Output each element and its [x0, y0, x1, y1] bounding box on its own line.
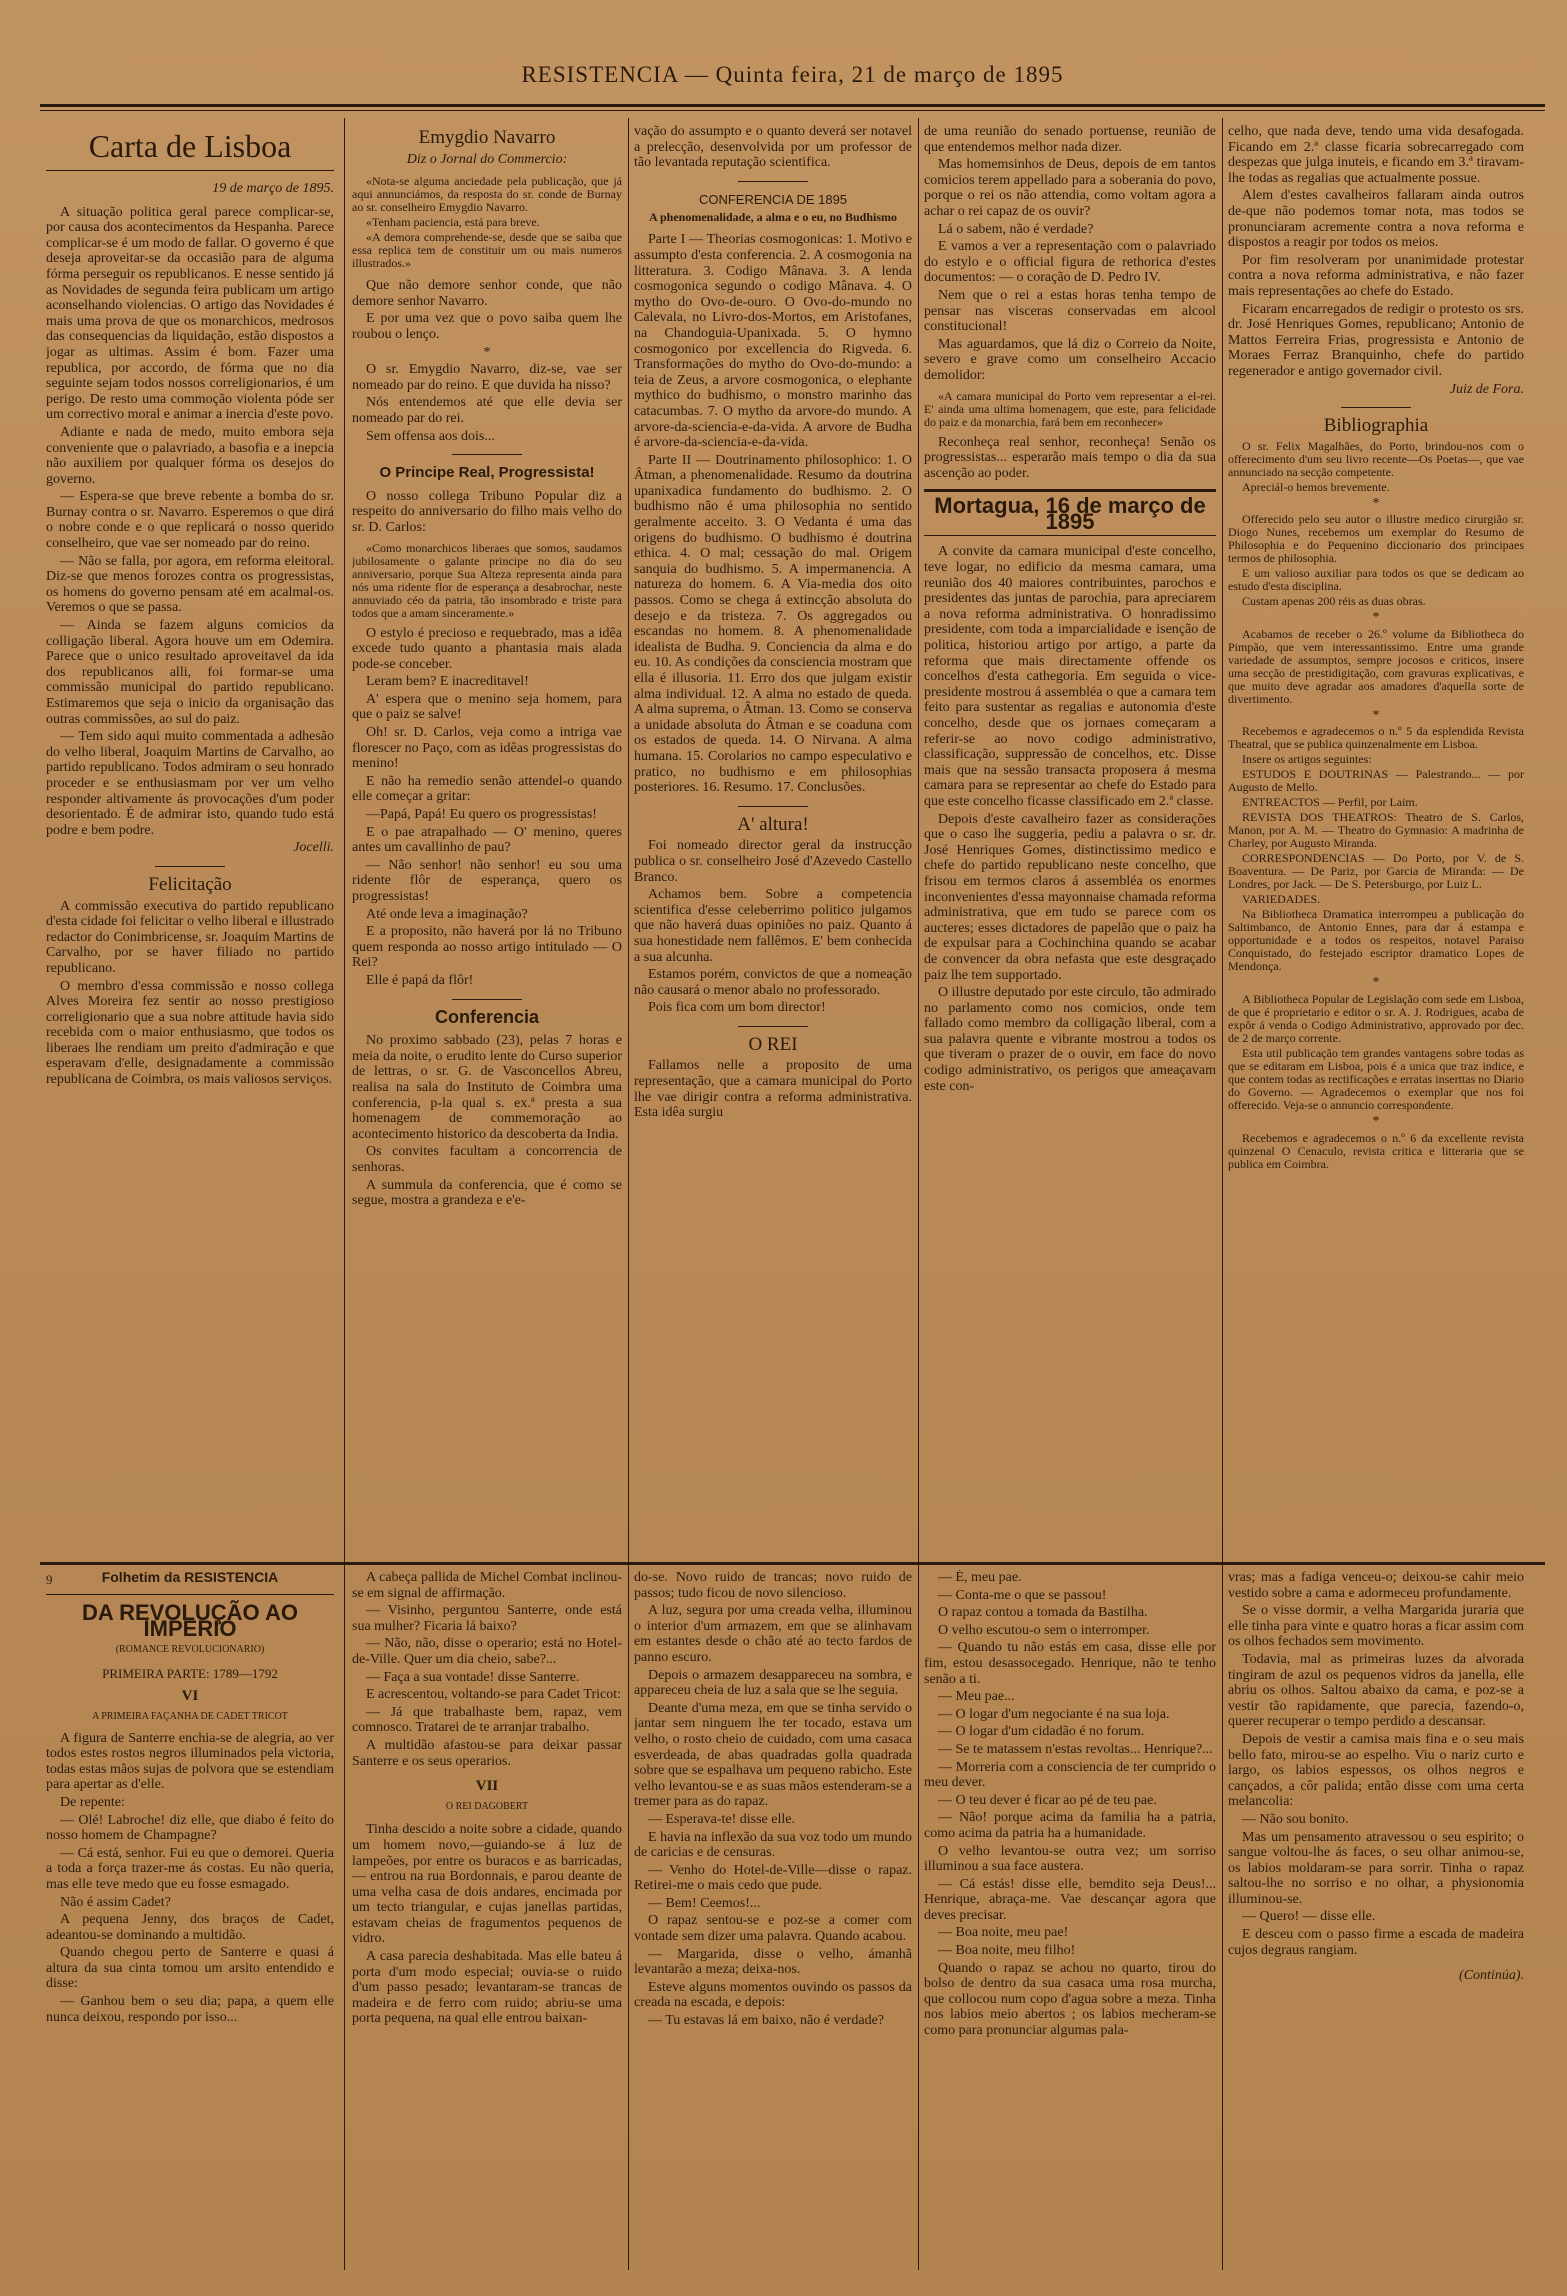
paragraph: — Faça a sua vontade! disse Santerre. [366, 1669, 580, 1685]
column-3 [634, 124, 912, 1560]
feuilleton-column-1 [46, 1570, 334, 2270]
paragraph: Até onde leva a imaginação? [366, 906, 528, 922]
title-rule [46, 170, 334, 171]
signature: Juiz de Fora. [1449, 381, 1524, 397]
paragraph: — Ainda se fazem alguns comicios da colligação liberal. Agora houve um em Odemira. Parece que o unico resultado aproveitavel da ida dos republicanos alli, foi formar-se uma commissão municipal do partido republicano. Estimaremos que seja o inicio da organisação das outras commissões, ao sul do paiz. [46, 618, 334, 727]
paragraph: vação do assumpto e o quanto deverá ser notavel a prelecção, desenvolvida por um professor de tão levantada reputação scientifica. [634, 124, 912, 171]
biblio-item: O sr. Felix Magalhães, do Porto, brindou-nos com o offerecimento d'um seu livro recente—Os Poetas—, que vae annunciado na secção competente. [1228, 438, 1524, 479]
paragraph: — Quero! — disse elle. [1242, 1909, 1376, 1925]
paragraph: Os convites facultam a concorrencia de senhoras. [352, 1144, 622, 1175]
paragraph: Sem offensa aos dois... [366, 428, 495, 444]
paragraph: — Venho do Hotel-de-Ville—disse o rapaz. Retirei-me o mais cedo que pude. [634, 1862, 912, 1894]
paragraph: — Morreria com a consciencia de ter cumprido o meu dever. [924, 1759, 1216, 1791]
paragraph: de uma reunião do senado portuense, reunião de que entendemos melhor nada dizer. [924, 124, 1216, 155]
paragraph: Esteve alguns momentos ouvindo os passos da creada na escada, e depois: [634, 1979, 912, 2011]
biblio-item: Insere os artigos seguintes: [1242, 752, 1372, 767]
paragraph: — Espera-se que breve rebente a bomba do sr. Burnay contra o sr. Navarro. Esperemos o que dirá o nobre conde e o que replicará o nosso querido conselheiro, que vae ser nomeado par do reino. [46, 489, 334, 552]
paragraph: — Conta-me o que se passou! [938, 1587, 1107, 1603]
paragraph: — Boa noite, meu filho! [938, 1943, 1076, 1959]
signature: Jocelli. [293, 840, 334, 856]
separator [155, 866, 225, 867]
paragraph: — Meu pae... [938, 1689, 1015, 1705]
paragraph: — Não sou bonito. [1242, 1811, 1349, 1827]
biblio-item: VARIEDADES. [1242, 892, 1321, 907]
feuilleton-column-5 [1228, 1570, 1524, 2270]
article-intro: Diz o Jornal do Commercio: [406, 151, 568, 167]
paragraph: Quando chegou perto de Santerre e quasi á altura da sua cinta tomou um arsito entendido e disse: [46, 1945, 334, 1992]
paragraph: Parte II — Doutrinamento philosophico: 1. O Âtman, a phenomenalidade. Resumo da doutrina upanixadica fundamento do budhismo. 2. O budhismo não é uma philosophia no sentido geralmente acceito. 3. O Vedanta é uma das origens do budhismo. O budhismo é doutrina ethica. 4. O mal; cessação do mal. Origem sanquia do budhismo. 5. A impermanencia. A natureza do homem. 6. A Via-media dos oito passos. Como se chega á extincção absoluta do desejo e da tristeza. 7. Os aggregados ou escandas no homem. 8. A phenomenalidade idealista de Budha. 9. Conciencia da alma e do eu. 10. As condições da consciencia mostram que ella é illusoria. 11. Erro dos que julgam existir alma individual. 12. A alma no estado de queda. A alma suprema, o Âtman. 13. Como se conserva a unidade absoluta do Âtman e se coaduna com os estados de queda. 14. O Nirvana. A alma humana. 15. Corolarios no campo especulativo e pratico, no budhismo e em philosophias posteriores. 16. Resumo. 17. Conclusões. [634, 452, 912, 796]
paragraph: O velho levantou-se outra vez; um sorriso illuminou a sua face austera. [924, 1843, 1216, 1875]
feuilleton-part: PRIMEIRA PARTE: 1789—1792 [102, 1665, 278, 1681]
column-2 [352, 124, 622, 1560]
biblio-item: ENTREACTOS — Perfil, por Laim. [1242, 795, 1418, 810]
section-rule [924, 535, 1216, 536]
chapter-number: VI [181, 1688, 199, 1705]
paragraph: Quando o rapaz se achou no quarto, tirou do bolso de dentro da sua casaca uma rosa murcha, que collocou num copo d'agua sobre a meza. Tinha nos labios meio abertos ; os labios mecheram-se como para pronunciar algumas pala- [924, 1960, 1216, 2039]
column-rule [918, 118, 919, 1578]
paragraph: — Não, não, disse o operario; está no Hotel-de-Ville. Quer um dia cheio, sabe?... [352, 1636, 622, 1667]
column-rule [344, 1570, 345, 2270]
separator-star: * [1372, 610, 1380, 626]
paragraph: E por uma vez que o povo saiba quem lhe roubou o lenço. [352, 311, 622, 342]
paragraph: — Tu estavas lá em baixo, não é verdade? [648, 2013, 884, 2029]
column-1 [46, 120, 334, 1560]
article-title: O REI [748, 1033, 798, 1055]
paragraph: — É, meu pae. [938, 1570, 1022, 1585]
chapter-title: A PRIMEIRA FAÇANHA DE CADET TRICOT [92, 1710, 288, 1722]
paragraph: E o pae atrapalhado — O' menino, queres antes um cavallinho de pau? [352, 824, 622, 856]
biblio-item: Na Bibliotheca Dramatica interrompeu a publicação do Saltimbanco, de Antonio Ennes, para dar á estampa e opportunidade e a todos os respeitos, notavel Paraiso Conquistado, do festejado escriptor dramatico Lopes de Mendonça. [1228, 907, 1524, 974]
paragraph: A cabeça pallida de Michel Combat inclinou-se em signal de affirmação. [352, 1570, 622, 1601]
feuilleton-title: DA REVOLUÇÃO AO IMPERIO [82, 1600, 298, 1641]
paragraph: E desceu com o passo firme a escada de madeira cujos degraus rangiam. [1228, 1927, 1524, 1958]
paragraph: Nem que o rei a estas horas tenha tempo de pensar nas visceras conservadas em alcool constitucional! [924, 287, 1216, 335]
paragraph: Oh! sr. D. Carlos, veja como a intriga vae florescer no Paço, com as idêas progressistas do menino! [352, 725, 622, 772]
column-5 [1228, 124, 1524, 1560]
column-rule [628, 1570, 629, 2270]
biblio-item: Recebemos e agradecemos o n.º 5 da esplendida Revista Theatral, que se publica quinzenalmente em Lisboa. [1228, 724, 1524, 752]
separator [738, 1026, 808, 1027]
column-rule [918, 1570, 919, 2270]
separator-star: * [1372, 975, 1380, 991]
paragraph: O velho escutou-o sem o interromper. [938, 1622, 1150, 1638]
article-title: Emygdio Navarro [418, 127, 556, 148]
separator [738, 181, 808, 182]
paragraph: — Visinho, perguntou Santerre, onde está sua mulher? Ficaria lá baixo? [352, 1603, 622, 1634]
paragraph: Foi nomeado director geral da instrucção publica o sr. conselheiro José d'Azevedo Castello Branco. [634, 838, 912, 885]
quote: «Tenham paciencia, está para breve. [366, 215, 540, 230]
article-title: Carta de Lisboa [88, 128, 292, 164]
paragraph: Parte I — Theorias cosmogonicas: 1. Motivo e assumpto d'esta conferencia. 2. A cosmogonia na litteratura. 3. Codigo Mânava. 3. A lenda cosmogonica segundo o codigo Mânava. 4. O mytho do Ovo-de-ouro. O Ovo-do-mundo no Calevala, no Livro-dos-Mortos, em Aristofanes, na Chandoguia-Upanixada. 5. O hymno cosmogonico por excellencia do Rigveda. 6. Transformações do mytho do Ovo-do-mundo: a teia de Zeus, a arvore cosmogonica, o elephante mythico do budhismo, o monstro marinho das catacumbas. 7. O mytho da arvore-do mundo. A arvore-da-sciencia-e-da-vida. A arvore de Budha é arvore-da-sciencia-e-da-vida. [634, 232, 912, 451]
article-date: 19 de março de 1895. [212, 181, 334, 196]
feuilleton-label-rule [46, 1594, 334, 1595]
paragraph: Alem d'estes cavalheiros fallaram ainda outros de-que não podemos tomar nota, mas todos se pronunciaram acremente contra a nova reforma e dispostos a reagir por todos os meios. [1228, 188, 1524, 251]
paragraph: O rapaz contou a tomada da Bastilha. [938, 1605, 1148, 1621]
section-rule [924, 489, 1216, 492]
paragraph: do-se. Novo ruido de trancas; novo ruido de passos; tudo ficou de novo silencioso. [634, 1570, 912, 1601]
biblio-item: CORRESPONDENCIAS — Do Porto, por V. de S. Boaventura. — De Pariz, por Garcia de Miranda: — De Londres, por Jack. — De S. Petersburgo, por Luiz L. [1228, 851, 1524, 892]
paragraph: — Cá estás! disse elle, bemdito seja Deus!... Henrique, abraça-me. Vae descançar agora que deves precisar. [924, 1876, 1216, 1923]
paragraph: celho, que nada deve, tendo uma vida desafogada. Ficando em 2.ª classe ficaria sobrecarregado com despezas que julga inuteis, e ficando em 3.ª tiravam-lhe todas as regalias que actualmente possue. [1228, 124, 1524, 186]
paragraph: — Tem sido aqui muito commentada a adhesão do velho liberal, Joaquim Martins de Carvalho, ao partido republicano. Todos admiram o seu honrado proceder e se enthusiasmam por ver um velho responder altivamente ás provocações d'um poder desorientado. É de admirar isto, quando tudo está podre e bem podre. [46, 729, 334, 838]
paragraph: Por fim resolveram por unanimidade protestar contra a nova reforma administrativa, e não fazer mais representações ao chefe do Estado. [1228, 252, 1524, 299]
column-4 [924, 124, 1216, 1560]
paragraph: A multidão afastou-se para deixar passar Santerre e os seus operarios. [352, 1737, 622, 1769]
article-title: Conferencia [434, 1006, 540, 1027]
quote: «Nota-se alguma anciedade pela publicação, que já aqui annunciámos, da resposta do sr. conde de Burnay ao sr. conselheiro Emygdio Navarro. [352, 174, 622, 215]
feuilleton-column-3 [634, 1570, 912, 2270]
paragraph: A convite da camara municipal d'este concelho, teve logar, no edificio da mesma camara, uma reunião dos 40 maiores contribuintes, parochos e presidentes das juntas de parochia, para apreciarem a nova reforma administrativa. O honradissimo presidente, com toda a imparcialidade e isenção de politica, historiou artigo por artigo, a parte da reforma que mais directamente offende os concelhos d'esta cathegoria. Em seguida o vice-presidente mostrou á assembléa o que a camara tem feito para sustentar as regalias e autonomia d'este concelho, desde que os jornaes começaram a referir-se ao novo codigo administrativo, classificação, suppressão de concelhos, etc. Disse mais que na sessão transacta proposera á mesma camara para se representar ao chefe do Estado para que este concelho ficasse classificado em 2.ª classe. [924, 544, 1216, 809]
paragraph: O rapaz sentou-se e poz-se a comer com vontade sem dizer uma palavra. Quando acabou. [634, 1913, 912, 1945]
paragraph: Mas homemsinhos de Deus, depois de em tantos comicios terem appellado para a soberania do povo, porque o rei os não attendia, como voltam agora a achar o rei capaz de os ouvir? [924, 157, 1216, 219]
chapter-number: VII [475, 1778, 499, 1795]
biblio-item: A Bibliotheca Popular de Legislação com sede em Lisboa, de que é proprietario e editor o sr. A. J. Rodrigues, acaba de expôr á venda o Codigo Administrativo, approvado por dec. de 2 de março corrente. [1228, 992, 1524, 1046]
separator-star: * [1372, 495, 1380, 511]
paragraph: Estamos porém, convictos de que a nomeação não causará o menor abalo no professorado. [634, 967, 912, 998]
paragraph: Pois fica com um bom director! [648, 1000, 826, 1016]
paragraph: — O logar d'um cidadão é no forum. [938, 1724, 1145, 1740]
paragraph: — Boa noite, meu pae! [938, 1925, 1069, 1941]
article-title: O Principe Real, Progressista! [379, 464, 595, 482]
paragraph: vras; mas a fadiga venceu-o; deixou-se cahir meio vestido sobre a cama e adormeceu profundamente. [1228, 1570, 1524, 1601]
paragraph: Lá o sabem, não é verdade? [938, 221, 1094, 237]
biblio-item: Custam apenas 200 réis as duas obras. [1242, 594, 1426, 609]
paragraph: A summula da conferencia, que é como se segue, mostra a grandeza e e'e- [352, 1177, 622, 1209]
separator-star: * [1372, 707, 1380, 723]
paragraph: E havia na inflexão da sua voz todo um mundo de caricias e de censuras. [634, 1829, 912, 1861]
paragraph: — Olé! Labroche! diz elle, que diabo é feito do nosso homem de Champagne? [46, 1812, 334, 1844]
paragraph: — O teu dever é ficar ao pé de teu pae. [938, 1792, 1157, 1808]
paragraph: Fallamos nelle a proposito de uma representação, que a camara municipal do Porto lhe vae dirigir contra a reforma administrativa. Esta idêa surgiu [634, 1058, 912, 1121]
paragraph: Depois d'este cavalheiro fazer as considerações que o caso lhe suggeria, pediu a palavra o sr. dr. José Henriques Gomes, distinctissimo medico e chefe do partido republicano neste concelho, que frisou em termos claros á assembléa os enormes inconvenientes d'essa mayonnaise chamada reforma administrativa, que em tudo se parece com os aucteres; esses dictadores de papelão que o paiz ha de expulsar para a Cochinchina quando se acabar de convencer da obra nefasta que este desgraçado paiz lhe tem supportado. [924, 811, 1216, 983]
paragraph: Depois o armazem desappareceu na sombra, e appareceu cheia de luz a sala que se lhe seguia. [634, 1667, 912, 1699]
separator [452, 999, 522, 1000]
section-title: CONFERENCIA DE 1895 [698, 191, 848, 207]
paragraph: No proximo sabbado (23), pelas 7 horas e meia da noite, o erudito lente do Curso superior de lettras, o sr. G. de Vasconcellos Abreu, realisa na sala do Instituto de Coimbra uma conferencia, p-la qual s. ex.ª presta a sua homenagem de commemoração ao acontecimento historico da descoberta da India. [352, 1033, 622, 1142]
separator [452, 454, 522, 455]
paragraph: — Bem! Ceemos!... [648, 1895, 761, 1911]
separator-star: * [1372, 1114, 1380, 1130]
paragraph: Adiante e nada de medo, muito embora seja conveniente que o palavriado, a basofia e a inepcia não auxiliem por qualquer fórma os desejos do governo. [46, 424, 334, 487]
paragraph: Não é assim Cadet? [60, 1894, 171, 1910]
paragraph: Nós entendemos até que elle devia ser nomeado par do rei. [352, 395, 622, 426]
masthead-rule-thin [40, 110, 1545, 111]
article-title: Bibliographia [1323, 415, 1429, 437]
left-edge-marks [4, 0, 20, 2296]
paragraph: A pequena Jenny, dos braços de Cadet, adeantou-se dominando a multidão. [46, 1912, 334, 1943]
column-rule [628, 118, 629, 1578]
paragraph: Todavia, mal as primeiras luzes da alvorada tingiram de azul os pequenos vidros da janella, elle abriu os olhos. Saltou abaixo da cama, e poz-se a vestir tão rapidamente, que parecia, fazendo-o, querer recuperar o tempo perdido a descansar. [1228, 1651, 1524, 1730]
feuilleton-subtitle: (ROMANCE REVOLUCIONARIO) [115, 1644, 265, 1656]
chapter-title: O REI DAGOBERT [445, 1800, 529, 1812]
masthead-rule [40, 104, 1545, 107]
paragraph: E vamos a ver a representação com o palavriado do estylo e o official figura de rethorica d'estes documentos: — o coração de D. Pedro IV. [924, 239, 1216, 286]
paragraph: O estylo é precioso e requebrado, mas a idêa excede tudo quanto a phantasia mais alada pode-se conceber. [352, 625, 622, 672]
paragraph: De repente: [60, 1794, 125, 1810]
biblio-item: REVISTA DOS THEATROS: Theatro de S. Carlos, Manon, por A. M. — Theatro do Gymnasio: A madrinha de Charley, por Augusto Miranda. [1228, 810, 1524, 851]
section-subtitle: A phenomenalidade, a alma e o eu, no Budhismo [648, 210, 898, 225]
quote: «A demora comprehende-se, desde que se saiba que essa replica tem de constituir um ou mais numeros illustrados.» [352, 230, 622, 271]
paragraph: Mas aguardamos, que lá diz o Correio da Noite, severo e grave como um conselheiro Accacio demolidor: [924, 336, 1216, 383]
biblio-item: E um valioso auxiliar para todos os que se dedicam ao estudo d'esta disciplina. [1228, 566, 1524, 594]
paragraph: Mas um pensamento atravessou o seu espirito; o sangue voltou-lhe ás faces, o seu olhar animou-se, os labios moldaram-se para sorrir. Tinha o rapaz saltou-lhe no sorriso e no olhar, a physionomia illuminou-se. [1228, 1829, 1524, 1907]
paragraph: Leram bem? E inacreditavel! [366, 674, 529, 690]
separator [1341, 407, 1411, 408]
paragraph: A casa parecia deshabitada. Mas elle bateu á porta d'um modo especial; ouvia-se o ruido d'um passo pesado; levantaram-se trancas de madeira e de ferro com ruido; abriu-se uma porta pequena, na qual elle entrou baixan- [352, 1949, 622, 2027]
paragraph: Que não demore senhor conde, que não demore senhor Navarro. [352, 278, 622, 309]
biblio-item: Esta util publicação tem grandes vantagens sobre todas as que se editaram em Lisboa, pois é a unica que traz indice, e que contem todas as rectificações e erratas inserttas no Diario do Governo. — Agradecemos o exemplar que nos foi offerecido. Veja-se o annuncio correspondente. [1228, 1046, 1524, 1113]
paragraph: Se o visse dormir, a velha Margarida juraria que elle tinha para vinte e quatro horas a ficar assim com os olhos fechados sem movimento. [1228, 1603, 1524, 1650]
paragraph: — Não! porque acima da familia ha a patria, como acima da patria ha a humanidade. [924, 1810, 1216, 1841]
paragraph: A situação politica geral parece complicar-se, por causa dos acontecimentos da Hespanha. Parece complicar-se é um modo de fallar. O governo é que deseja aproveitar-se da occasião para de alguma fórma perseguir os republicanos. E nesse sentido já as Novidades de segunda feira publicam um artigo aconselhando violencias. O artigo das Novidades é mais uma prova de que os monarchicos, medrosos das consequencias da liquidação, estão dispostos a jogar as ultimas. Assim é bom. Fazer uma republica, por accordo, de fórma que no dia seguinte sejam todos nossos correligionarios, é um perigo. De resto uma commoção violenta póde ser um correctivo moral e animar a inercia d'este povo. [46, 204, 334, 423]
paragraph: O membro d'essa commissão e nosso collega Alves Moreira fez sentir ao nosso prestigioso correligionario que a sua nobre attitude havia sido recebida com o maior enthusiasmo, que todos os liberaes lhe rendiam um preito d'admiração e que esperavam d'elle, designadamente a commissão republicana de Coimbra, os mais valiosos serviços. [46, 978, 334, 1088]
paragraph: Achamos bem. Sobre a competencia scientifica d'esse celeberrimo politico julgamos que não haverá duas opiniões no paiz. Quanto á sua honestidade nem fallêmos. E' bem conhecida a sua alcunha. [634, 887, 912, 965]
biblio-item: Offerecido pelo seu autor o illustre medico cirurgião sr. Diogo Nunes, recebemos um exemplar do Resumo de Philosophia e do Pequenino diccionario dos principaes termos de philosophia. [1228, 512, 1524, 566]
paragraph: A figura de Santerre enchia-se de alegria, ao ver todos estes rostos negros illuminados pela victoria, todas estas mãos sujas de polvora que se estendiam para apertar as d'elle. [46, 1730, 334, 1793]
paragraph: —Papá, Papá! Eu quero os progressistas! [366, 807, 597, 823]
paragraph: — Não senhor! não senhor! eu sou uma ridente flôr de esperança, quero os progressistas! [352, 857, 622, 904]
column-rule [1222, 1570, 1223, 2270]
paragraph: Elle é papá da flôr! [366, 972, 474, 988]
separator [738, 806, 808, 807]
feuilleton-column-2 [352, 1570, 622, 2270]
feuilleton-column-4 [924, 1570, 1216, 2270]
paragraph: Ficaram encarregados de redigir o protesto os srs. dr. José Henriques Gomes, republicano; Antonio de Mattos Ferreira Frias, progressista e Antonio de Moraes Ferraz Branquinho, chefe do partido regenerador e antigo governador civil. [1228, 301, 1524, 379]
paragraph: A luz, segura por uma creada velha, illuminou o interior d'um armazem, em que se alinhavam em estantes desde o chão até ao tecto fardos de panno escuro. [634, 1603, 912, 1665]
feuilleton-label: Folhetim da RESISTENCIA [101, 1570, 279, 1585]
paragraph: — Cá está, senhor. Fui eu que o demorei. Queria a toda a força trazer-me ás costas. Eu não queria, mas elle teve medo que eu fosse esmagado. [46, 1845, 334, 1892]
paragraph: A' espera que o menino seja homem, para que o paiz se salve! [352, 691, 622, 723]
feuilleton-number: 9 [46, 1572, 53, 1587]
paragraph: — Margarida, disse o velho, ámanhã levantarão a meza; deixa-nos. [634, 1946, 912, 1978]
paragraph: O nosso collega Tribuno Popular diz a respeito do anniversario do filho mais velho do sr. D. Carlos: [352, 488, 622, 535]
paragraph: E acrescentou, voltando-se para Cadet Tricot: [366, 1687, 622, 1703]
paragraph: — Se te matassem n'estas revoltas... Henrique?... [938, 1741, 1213, 1757]
paragraph: — Esperava-te! disse elle. [648, 1811, 795, 1827]
article-title: Mortagua, 16 de março de 1895 [934, 493, 1206, 534]
article-title: A' altura! [737, 813, 809, 835]
paragraph: O sr. Emygdio Navarro, diz-se, vae ser nomeado par do reino. E que duvida ha nisso? [352, 362, 622, 393]
paragraph: A commissão executiva do partido republicano d'esta cidade foi felicitar o velho liberal e illustrado redactor do Conimbricense, sr. Joaquim Martins de Carvalho, por se haver filiado no partido republicano. [46, 898, 334, 976]
paragraph: — Quando tu não estás em casa, disse elle por fim, estou desassocegado. Henrique, não te tenho senão a ti. [924, 1640, 1216, 1687]
masthead: RESISTENCIA — Quinta feira, 21 de março de 1895 [521, 62, 1064, 87]
paragraph: Depois de vestir a camisa mais fina e o seu mais bello fato, mirou-se ao espelho. Viu o nariz curto e largo, os labios espessos, os olhos negros e cançados, a côr palida; então disse com uma certa melancolia: [1228, 1731, 1524, 1810]
biblio-item: Recebemos e agradecemos o n.º 6 da excellente revista quinzenal O Cenaculo, revista critica e litteraria que se publica em Coimbra. [1228, 1130, 1524, 1171]
feuilleton-rule [40, 1562, 1545, 1565]
biblio-item: Acabamos de receber o 26.º volume da Bibliotheca do Pimpão, que vem interessantissimo. Entre uma grande variedade de assumptos, sempre jocosos e criticos, insere uma secção de prestidigitação, com gravuras explicativas, e que muito deve agradar aos amadores d'aquella sorte de divertimento. [1228, 626, 1524, 706]
paragraph: O illustre deputado por este circulo, tão admirado no parlamento como nos comicios, onde tem fallado como membro da colligação liberal, com a sua palavra quente e vibrante mostrou a todos os que tiveram o prazer de o ouvir, em face do novo codigo administrativo, os perigos que ameaçavam este con- [924, 985, 1216, 1094]
separator-star: * [483, 344, 491, 360]
quote: «A camara municipal do Porto vem representar a el-rei. E' ainda uma ultima homenagem, que este, para felicidade do paiz e da monarchia, fará bem em reconhecer» [924, 388, 1216, 429]
quote: «Como monarchicos liberaes que somos, saudamos jubilosamente o galante principe no dia do seu anniversario, porque Sua Alteza representa ainda para nós uma ridente flor de esperança a desabrochar, neste annuviado céo da patria, tão insombrado e triste para todos que a amam sinceramente.» [352, 540, 622, 620]
paragraph: — Já que trabalhaste bem, rapaz, vem comnosco. Tratarei de te arranjar trabalho. [352, 1704, 622, 1736]
column-rule [344, 118, 345, 1578]
continued-note: (Continúa). [1459, 1968, 1524, 1984]
biblio-item: Apreciál-o hemos brevemente. [1242, 479, 1390, 494]
article-title: Felicitação [148, 873, 232, 895]
paragraph: Deante d'uma meza, em que se tinha servido o jantar sem ninguem lhe ter tocado, estava um velho, o rosto cheio de cuidado, com uma casaca esverdeada, de abas quadradas golla quadrada sobre que se espalhava um pequeno rabicho. Este velho levantou-se e as suas mãos estenderam-se a tremer para as do rapaz. [634, 1700, 912, 1810]
paragraph: E a proposito, não haverá por lá no Tribuno quem responda ao nosso artigo intitulado — O Rei? [352, 924, 622, 971]
paragraph: — Não se falla, por agora, em reforma eleitoral. Diz-se que menos forozes contra os progressistas, os homens do governo pensam até em acalmal-os. Veremos o que se passa. [46, 553, 334, 616]
paragraph: — Ganhou bem o seu dia; papa, a quem elle nunca deixou, respondo por isso... [46, 1994, 334, 2025]
paragraph: — O logar d'um negociante é na sua loja. [938, 1706, 1170, 1722]
paragraph: Reconheça real senhor, reconheça! Senão os progressistas... esperarão mais tempo o dia da sua ascenção ao poder. [924, 434, 1216, 481]
paragraph: E não ha remedio senão attendel-o quando elle começar a gritar: [352, 773, 622, 805]
paragraph: Tinha descido a noite sobre a cidade, quando um homem novo,—guiando-se á luz de lampeões, por entre os buracos e as barricadas, — entrou na rua Bordonnais, e parou deante de uma velha casa de dois andares, encimada por um tecto triangular, e cujas janellas partidas, estavam cheias de fragumentos pequenos de vidro. [352, 1822, 622, 1947]
column-rule [1222, 118, 1223, 1578]
biblio-item: ESTUDOS E DOUTRINAS — Palestrando... — por Augusto de Mello. [1228, 767, 1524, 795]
